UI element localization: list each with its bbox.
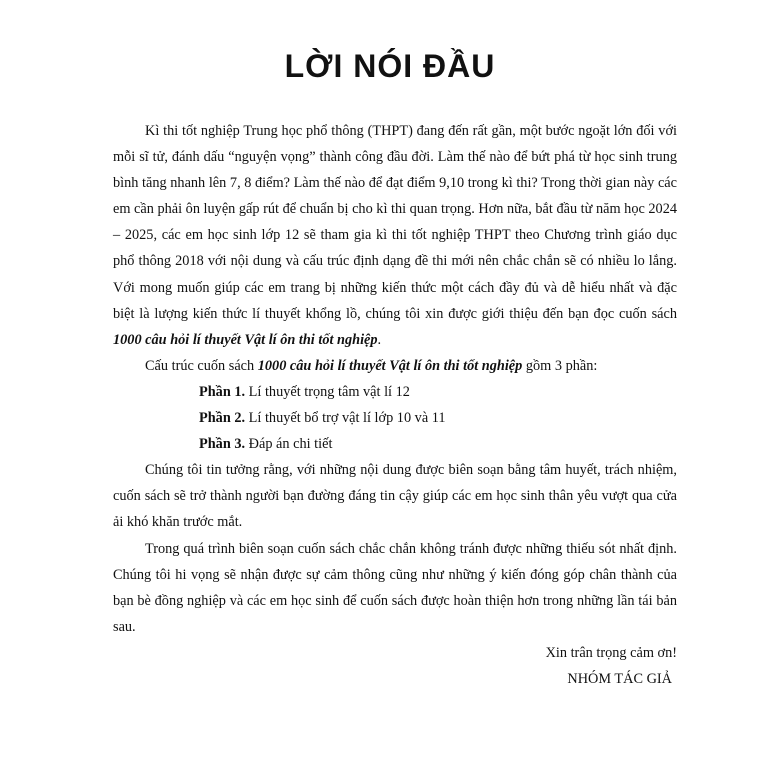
document-body xyxy=(113,118,677,692)
apology-paragraph: Trong quá trình biên soạn cuốn sách chắc chắn không tránh được những thiếu sót nhất định. Chúng tôi hi vọng sẽ nhận được sự cảm thông cũng như những ý kiến đóng góp chân thành của bạn bè đồng nghiệp và các em học sinh để cuốn sách được hoàn thiện hơn trong những lần tái bản sau. xyxy=(113,540,677,635)
closing-thanks: Xin trân trọng cảm ơn! xyxy=(545,644,677,661)
book-title: 1000 câu hỏi lí thuyết Vật lí ôn thi tốt nghiệp xyxy=(113,331,378,348)
intro-paragraph xyxy=(113,118,677,353)
part-item xyxy=(113,431,677,457)
part-text: Lí thuyết trọng tâm vật lí 12 xyxy=(245,383,410,400)
part-item xyxy=(113,379,677,405)
structure-text: Cấu trúc cuốn sách xyxy=(145,357,258,374)
part-label: Phần 1. xyxy=(199,383,246,400)
book-title: 1000 câu hỏi lí thuyết Vật lí ôn thi tốt nghiệp xyxy=(257,357,523,374)
part-item xyxy=(113,405,677,431)
structure-paragraph xyxy=(113,353,677,379)
part-label: Phần 2. xyxy=(199,410,246,427)
intro-text: Kì thi tốt nghiệp Trung học phổ thông (THPT) đang đến rất gần, một bước ngoặt lớn đối với mỗi sĩ tử, đánh dấu “nguyện vọng” thành công đầu đời. Làm thế nào để bứt phá từ học sinh trung bình tăng nhanh lên 7, 8 điểm? Làm thế nào để đạt điểm 9,10 trong kì thi? Trong thời gian này các em cần phải ôn luyện gấp rút để chuẩn bị cho kì thi quan trọng. Hơn nữa, bắt đầu từ năm học 2024 – 2025, các em học sinh lớp 12 sẽ tham gia kì thi tốt nghiệp THPT theo Chương trình giáo dục phổ thông 2018 với nội dung và cấu trúc định dạng đề thi mới nên chắc chắn sẽ có nhiều lo lắng. Với mong muốn giúp các em trang bị những kiến thức một cách đầy đủ và dễ hiểu nhất và đặc biệt là lượng kiến thức lí thuyết khổng lồ, chúng tôi xin được giới thiệu đến bạn đọc cuốn sách xyxy=(113,123,677,322)
intro-end: . xyxy=(377,331,382,348)
structure-suffix: gồm 3 phần: xyxy=(522,357,598,374)
author-signature: NHÓM TÁC GIẢ xyxy=(567,670,672,687)
part-text: Đáp án chi tiết xyxy=(245,436,333,453)
belief-paragraph: Chúng tôi tin tưởng rằng, với những nội dung được biên soạn bằng tâm huyết, trách nhiệm, cuốn sách sẽ trở thành người bạn đường đáng tin cậy giúp các em học sinh thân yêu vượt qua cửa ải khó khăn trước mắt. xyxy=(113,462,677,531)
part-label: Phần 3. xyxy=(199,436,246,453)
page-title: LỜI NÓI ĐẦU xyxy=(284,48,496,84)
part-text: Lí thuyết bổ trợ vật lí lớp 10 và 11 xyxy=(245,410,446,427)
